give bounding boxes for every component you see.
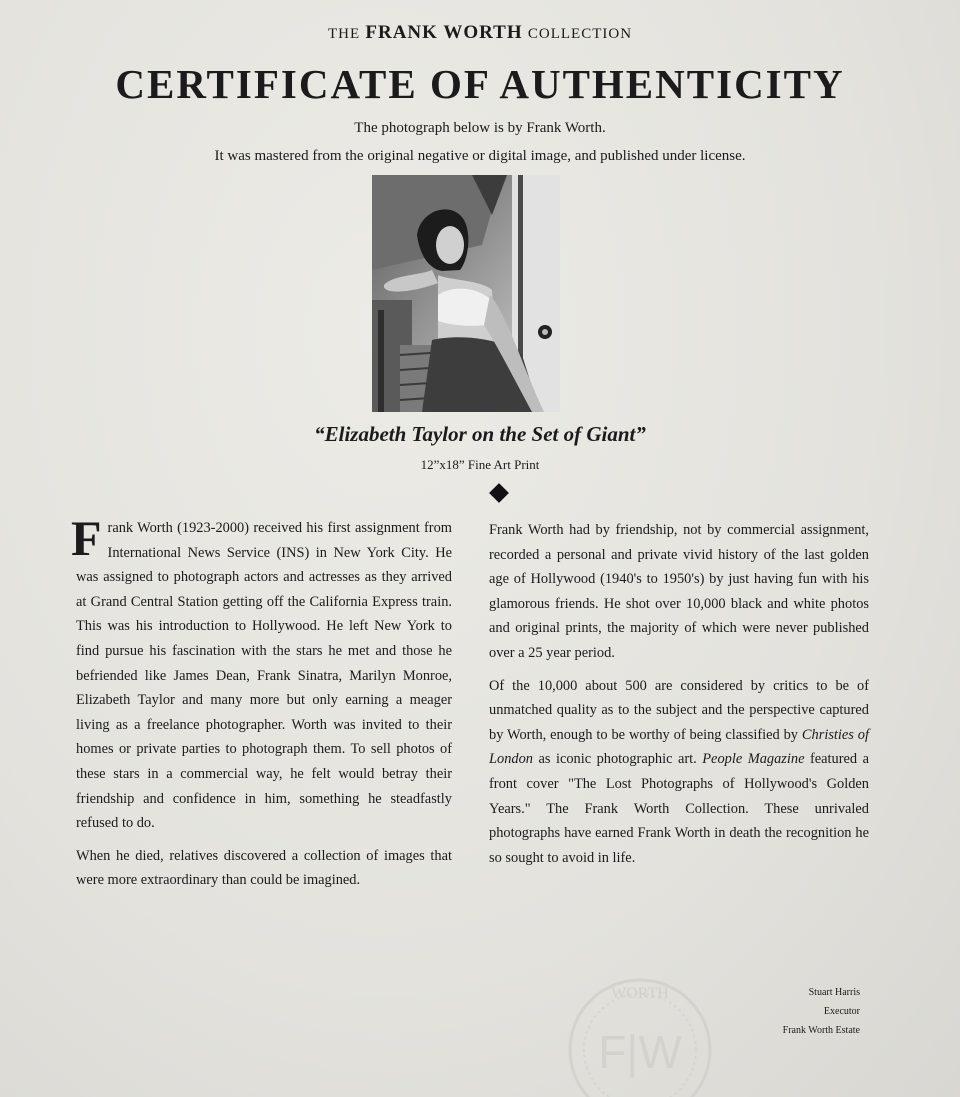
right-paragraph-2: [489, 674, 869, 871]
seal-top-text: WORTH: [611, 985, 669, 1002]
intro-line-2: It was mastered from the original negative or digital image, and published under license.: [214, 148, 746, 164]
right-p2-part-c: featured a front cover "The Lost Photographs of Hollywood's Golden Years." The Frank Worth Collection. These unrivaled photographs have earned Frank Worth in death the recognition he so sought to avoid in life.: [489, 751, 869, 866]
seal-monogram: F|W: [598, 1026, 682, 1078]
christies-reference: Christies of London: [489, 726, 869, 768]
photograph: [372, 175, 560, 412]
left-paragraph-1-text: rank Worth (1923-2000) received his first assignment from International News Service (INS) in New York City. He was assigned to photograph actors and actresses as they arrived at Grand Central Station getting off the California Express train. This was his introduction to Hollywood. He left New York to find pursue his fascination with the stars he met and those he befriended like James Dean, Frank Sinatra, Marilyn Monroe, Elizabeth Taylor and many more but only earning a meager living as a freelance photographer. Worth was invited to their homes or private parties to photograph them. To sell photos of these stars in a commercial way, he felt would betray their friendship and confidence in him, something he steadfastly refused to do.: [76, 520, 452, 832]
certificate-title: CERTIFICATE OF AUTHENTICITY: [115, 61, 845, 107]
collection-header: [0, 22, 960, 44]
collection-suffix: COLLECTION: [527, 26, 633, 42]
signatory-org: Frank Worth Estate: [782, 1025, 860, 1036]
artwork-title: “Elizabeth Taylor on the Set of Giant”: [314, 422, 646, 446]
right-p2-part-a: Of the 10,000 about 500 are considered by critics to be of unmatched quality as to the subject and the perspective captured by Worth, enough to be worthy of being classified by: [489, 677, 869, 743]
left-paragraph-1: [71, 510, 452, 836]
drop-cap: F: [71, 510, 102, 566]
right-p2-part-b: as iconic photographic art.: [538, 751, 697, 768]
right-column: [489, 518, 869, 878]
signatory-name: Stuart Harris: [808, 987, 860, 998]
collection-prefix: THE: [327, 26, 361, 42]
left-column: [71, 510, 452, 901]
intro-line-1: The photograph below is by Frank Worth.: [354, 120, 606, 136]
collection-name: FRANK WORTH: [365, 22, 523, 43]
people-magazine-reference: People Magazine: [702, 751, 805, 768]
left-paragraph-2: When he died, relatives discovered a collection of images that were more extraordinary than could be imagined.: [76, 847, 452, 889]
print-size: 12”x18” Fine Art Print: [420, 457, 540, 472]
embossed-seal-icon: [566, 976, 714, 1097]
right-paragraph-1: Frank Worth had by friendship, not by commercial assignment, recorded a personal and private vivid history of the last golden age of Hollywood (1940's to 1950's) by just having fun with his glamorous friends. He shot over 10,000 black and white photos and original prints, the majority of which were never published over a 25 year period.: [489, 522, 869, 661]
diamond-ornament-icon: [489, 483, 509, 503]
signatory-role: Executor: [823, 1006, 860, 1017]
